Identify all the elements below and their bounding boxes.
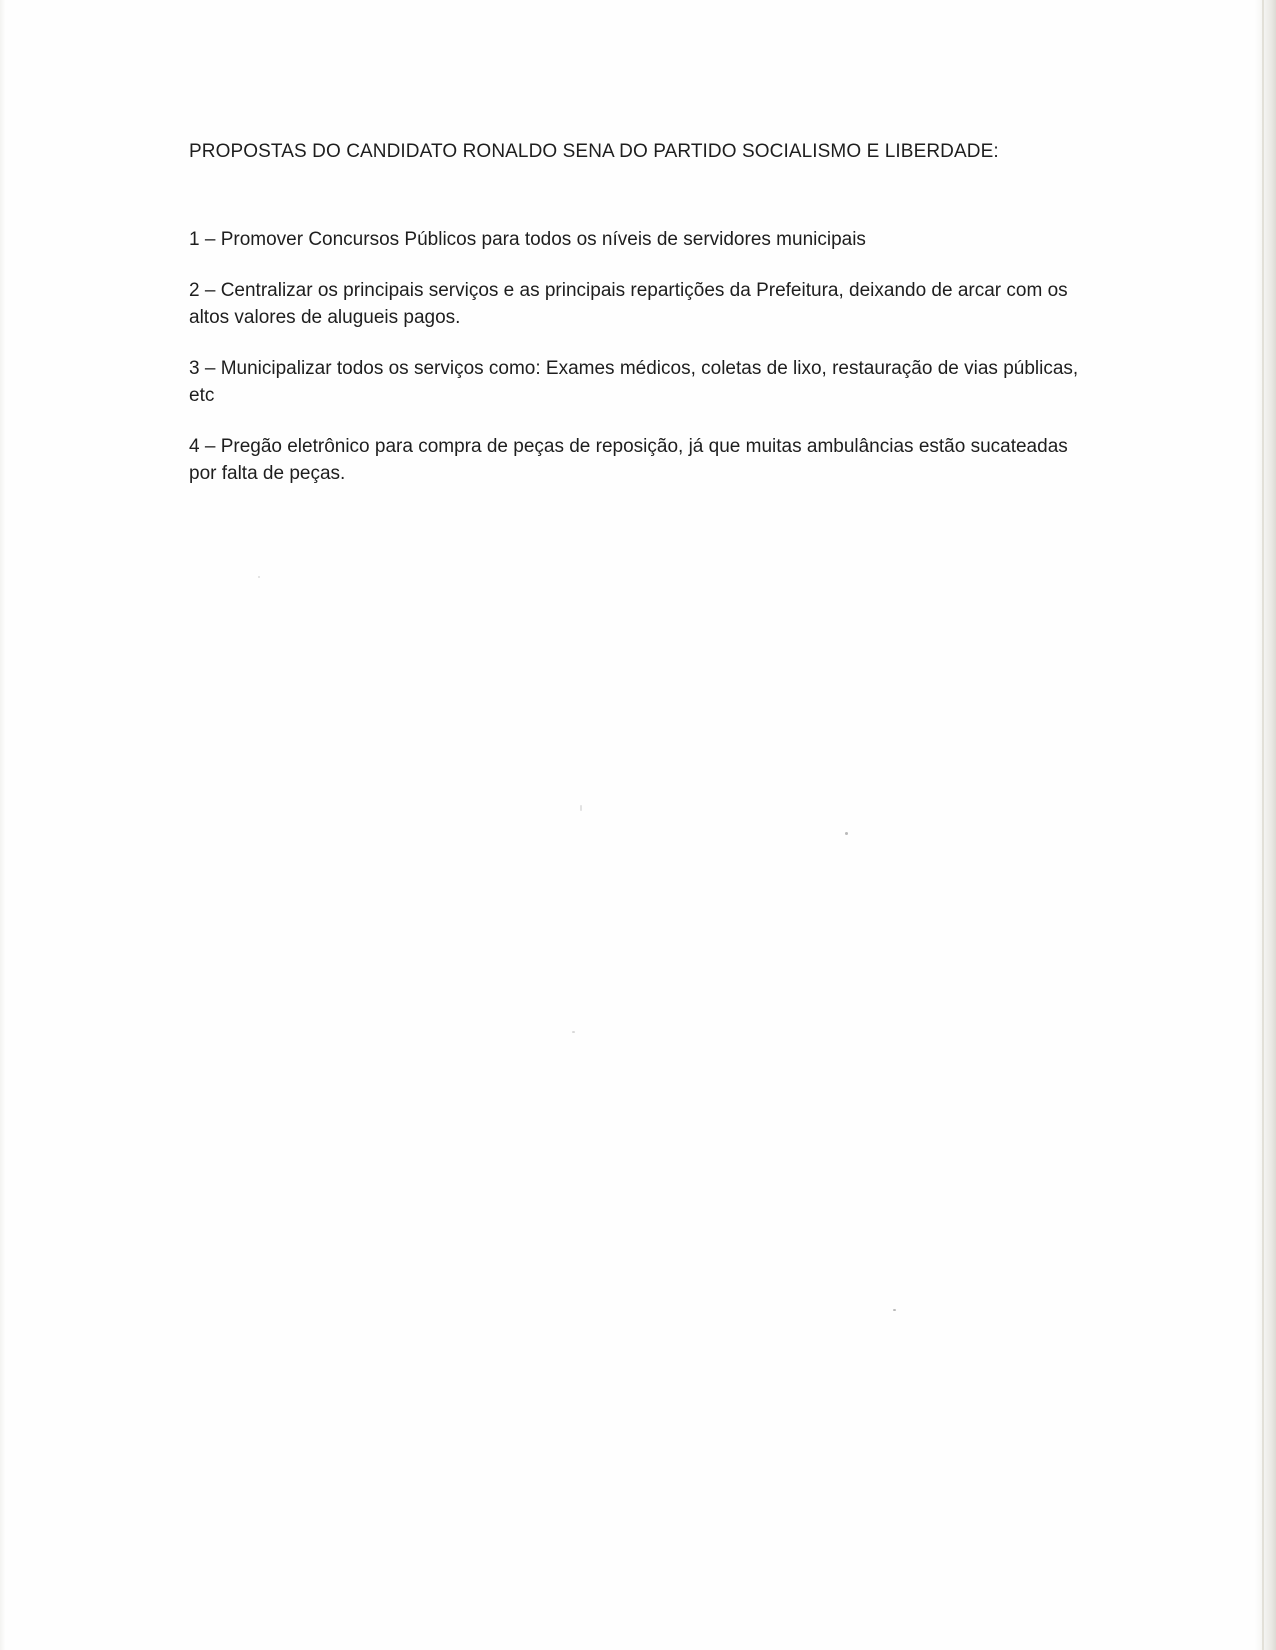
document-body xyxy=(189,138,1089,511)
paper-right-edge-line xyxy=(1262,0,1264,1650)
document-title: PROPOSTAS DO CANDIDATO RONALDO SENA DO PARTIDO SOCIALISMO E LIBERDADE: xyxy=(189,141,999,162)
scan-speck xyxy=(893,1309,896,1311)
proposal-item-1: 1 – Promover Concursos Públicos para todos os níveis de servidores municipais xyxy=(189,229,866,250)
scan-speck xyxy=(845,832,848,835)
scan-speck xyxy=(258,576,260,578)
proposal-item-4: 4 – Pregão eletrônico para compra de peças de reposição, já que muitas ambulâncias estão sucateadas por falta de peças. xyxy=(189,436,1068,484)
scan-speck xyxy=(572,1031,575,1033)
paper-right-edge-shadow xyxy=(1254,0,1276,1650)
proposal-item-2: 2 – Centralizar os principais serviços e as principais repartições da Prefeitura, deixando de arcar com os altos valores de alugueis pagos. xyxy=(189,280,1068,328)
paper-left-edge xyxy=(0,0,6,1650)
proposal-item-3: 3 – Municipalizar todos os serviços como: Exames médicos, coletas de lixo, restauração de vias públicas, etc xyxy=(189,358,1079,406)
scan-speck xyxy=(580,805,582,811)
